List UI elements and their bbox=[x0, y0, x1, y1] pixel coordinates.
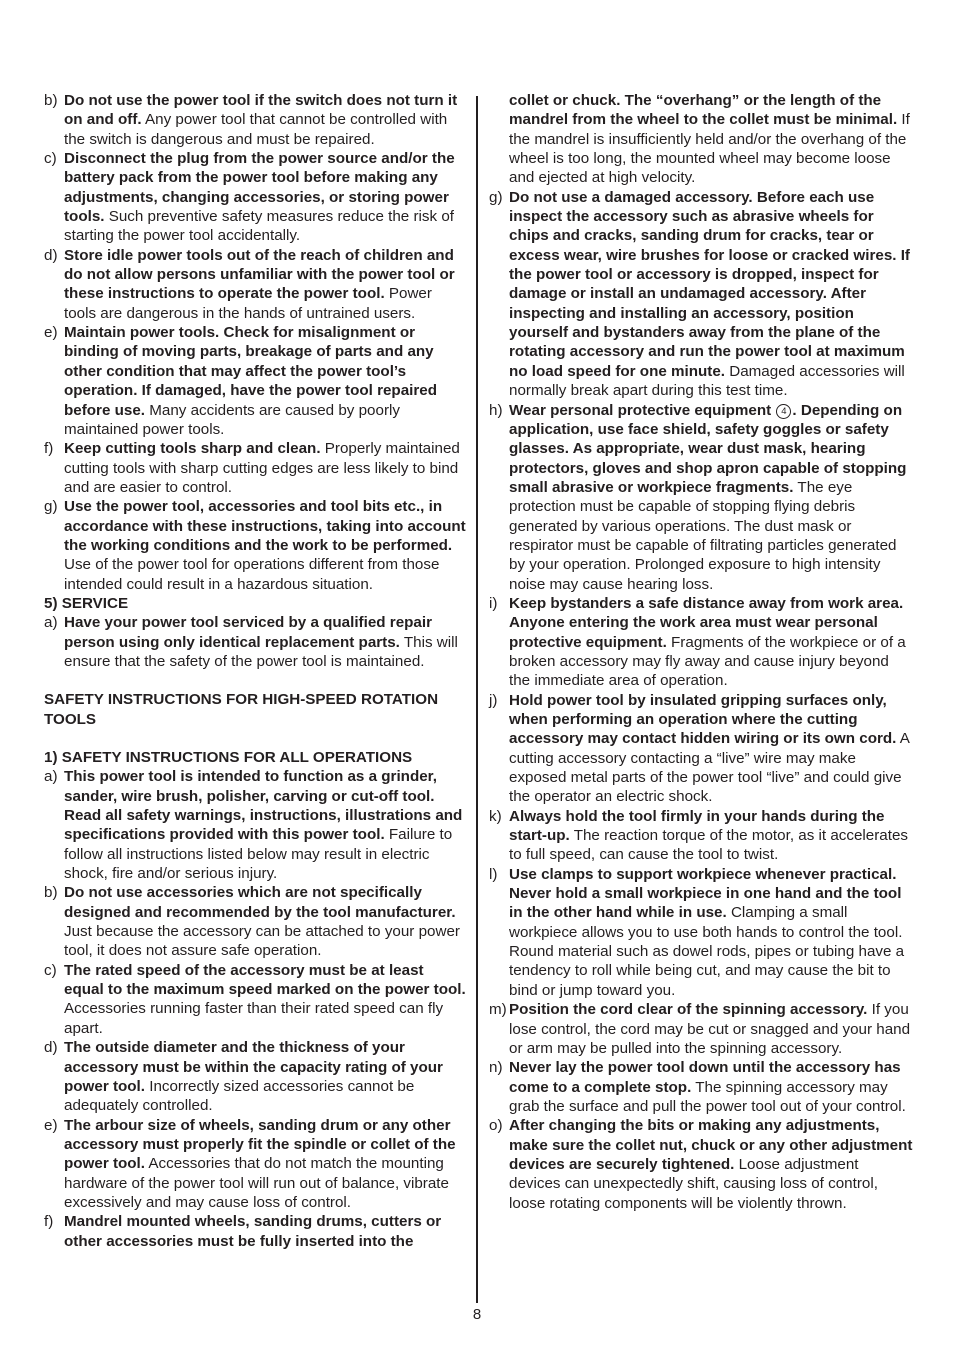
item-label: o) bbox=[489, 1117, 503, 1135]
spacer bbox=[44, 729, 467, 748]
right-column bbox=[489, 91, 913, 1213]
item-explanation: Fragments of the workpiece or of a broken accessory may fly away and cause injury beyond the immediate area of operation. bbox=[509, 633, 906, 690]
item-warning: Disconnect the plug from the power source and/or the battery pack from the power tool before making any adjustments, changing accessories, or storing power tools. bbox=[64, 150, 455, 226]
item-explanation: The reaction torque of the motor, as it accelerates to full speed, can cause the tool to twist. bbox=[509, 827, 908, 864]
item-warning: After changing the bits or making any adjustments, make sure the collet nut, chuck or any other adjustment devices are securely tightened. bbox=[509, 1117, 913, 1173]
list-item-ops-g bbox=[489, 188, 913, 401]
item-warning: The rated speed of the accessory must be at least equal to the maximum speed marked on the power tool. bbox=[64, 961, 466, 999]
list-item-ops-d bbox=[44, 1038, 467, 1115]
item-label: f) bbox=[44, 440, 54, 458]
item-explanation: Use of the power tool for operations different from those intended could result in a hazardous situation. bbox=[64, 556, 440, 593]
item-warning-continued: . Depending on application, use face shield, safety goggles or safety glasses. As appropriate, wear dust mask, hearing protectors, gloves and shop apron capable of stopping small abrasive or workpiece fragments. bbox=[509, 401, 907, 496]
item-explanation: Properly maintained cutting tools with sharp cutting edges are less likely to bind and are easier to control. bbox=[64, 440, 460, 496]
item-warning: Do not use the power tool if the switch does not turn it on and off. bbox=[64, 92, 458, 129]
list-item-ops-c bbox=[44, 961, 467, 1038]
operations-heading: 1) SAFETY INSTRUCTIONS FOR ALL OPERATIONS bbox=[44, 749, 413, 766]
item-warning: Have your power tool serviced by a qualified repair person using only identical replacement parts. bbox=[64, 614, 432, 651]
left-column bbox=[44, 91, 467, 1251]
item-warning: Keep bystanders a safe distance away from work area. Anyone entering the work area must wear personal protective equipment. bbox=[509, 594, 904, 651]
item-warning: Use the power tool, accessories and tool bits etc., in accordance with these instructions, taking into account the working conditions and the work to be performed. bbox=[64, 498, 466, 554]
item-label: i) bbox=[489, 594, 498, 612]
item-label: f) bbox=[44, 1213, 54, 1231]
item-warning: Hold power tool by insulated gripping surfaces only, when performing an operation where the cutting accessory may contact hidden wiring or its own cord. bbox=[509, 691, 897, 748]
list-item-b bbox=[44, 91, 467, 149]
item-warning: The arbour size of wheels, sanding drum or any other accessory must properly fit the spindle or collet of the power tool. bbox=[64, 1116, 456, 1173]
list-item-ops-j bbox=[489, 691, 913, 807]
item-label: d) bbox=[44, 246, 58, 264]
item-warning: collet or chuck. The “overhang” or the length of the mandrel from the wheel to the collet must be minimal. bbox=[509, 92, 898, 129]
list-item-d bbox=[44, 246, 467, 323]
item-label: k) bbox=[489, 807, 502, 825]
item-explanation: Failure to follow all instructions listed below may result in electric shock, fire and/or serious injury. bbox=[64, 826, 453, 883]
item-label: a) bbox=[44, 614, 58, 632]
list-item-ops-k bbox=[489, 807, 913, 865]
item-warning: Store idle power tools out of the reach of children and do not allow persons unfamiliar with the power tool or these instructions to operate the power tool. bbox=[64, 246, 455, 303]
item-label: m) bbox=[489, 1001, 507, 1019]
item-label: a) bbox=[44, 768, 58, 786]
item-warning: Mandrel mounted wheels, sanding drums, cutters or other accessories must be fully inserted into the bbox=[64, 1213, 442, 1250]
list-item-ops-m bbox=[489, 1000, 913, 1058]
item-explanation: The eye protection must be capable of stopping flying debris generated by various operations. The dust mask or respirator must be capable of filtrating particles generated by your operation. Prolonged exposure to high intensity noise may cause hearing loss. bbox=[509, 478, 897, 593]
list-item-c bbox=[44, 149, 467, 246]
item-explanation: Just because the accessory can be attached to your power tool, it does not assure safe operation. bbox=[64, 923, 460, 960]
item-explanation: Such preventive safety measures reduce the risk of starting the power tool accidentally. bbox=[64, 208, 454, 245]
item-warning: This power tool is intended to function as a grinder, sander, wire brush, polisher, carving or cut-off tool. Read all safety warnings, instructions, illustrations and specifications provided with this power tool. bbox=[64, 768, 463, 844]
item-warning: Do not use a damaged accessory. Before each use inspect the accessory such as abrasive wheels for chips and cracks, sanding drum for cracks, tear or excess wear, wire brushes for loose or cracked wires. If the power tool or accessory is dropped, inspect for damage or install an undamaged accessory. After inspecting and installing an accessory, position yourself and bystanders away from the plane of the rotating accessory and run the power tool at maximum no load speed for one minute. bbox=[509, 188, 910, 380]
item-warning: Wear personal protective equipment bbox=[509, 401, 776, 419]
list-item-ops-o bbox=[489, 1116, 913, 1213]
item-explanation: This will ensure that the safety of the power tool is maintained. bbox=[64, 633, 458, 670]
list-item-ops-n bbox=[489, 1058, 913, 1116]
item-explanation: Clamping a small workpiece allows you to use both hands to control the tool. Round material such as dowel rods, pipes or tubing have a tendency to roll while being cut, and may cause the bit to bind or jump toward you. bbox=[509, 904, 905, 999]
item-label: g) bbox=[489, 188, 503, 206]
list-item-ops-a bbox=[44, 767, 467, 883]
list-item-f bbox=[44, 439, 467, 497]
service-heading: 5) SERVICE bbox=[44, 594, 129, 612]
list-item-ops-i bbox=[489, 594, 913, 691]
item-label: b) bbox=[44, 92, 58, 109]
item-explanation: Loose adjustment devices can unexpectedly shift, causing loss of control, loose rotating components will be violently thrown. bbox=[509, 1155, 878, 1212]
item-label: c) bbox=[44, 961, 57, 979]
figure-reference-icon: 4 bbox=[776, 404, 791, 419]
item-label: h) bbox=[489, 401, 503, 419]
item-warning: Always hold the tool firmly in your hands during the start-up. bbox=[509, 807, 885, 845]
item-explanation: Power tools are dangerous in the hands of untrained users. bbox=[64, 285, 432, 322]
item-label: n) bbox=[489, 1059, 503, 1077]
list-item-g bbox=[44, 497, 467, 594]
item-label: e) bbox=[44, 1116, 58, 1134]
item-label: b) bbox=[44, 884, 58, 902]
item-explanation: Accessories that do not match the mounting hardware of the power tool will run out of balance, vibrate excessively and may cause loss of control. bbox=[64, 1155, 449, 1211]
list-item-ops-b bbox=[44, 883, 467, 960]
item-label: l) bbox=[489, 865, 498, 883]
section-heading: SAFETY INSTRUCTIONS FOR HIGH-SPEED ROTATION TOOLS bbox=[44, 691, 439, 728]
item-explanation: Damaged accessories will normally break apart during this test time. bbox=[509, 362, 905, 400]
list-item-ops-l bbox=[489, 865, 913, 1000]
item-warning: Position the cord clear of the spinning accessory. bbox=[509, 1001, 868, 1019]
item-explanation: The spinning accessory may grab the surface and pull the power tool out of your control. bbox=[509, 1078, 906, 1115]
list-item-ops-f bbox=[44, 1212, 467, 1251]
list-item-ops-e bbox=[44, 1116, 467, 1213]
item-label: d) bbox=[44, 1039, 58, 1057]
item-label: g) bbox=[44, 498, 58, 516]
item-warning: Never lay the power tool down until the accessory has come to a complete stop. bbox=[509, 1059, 901, 1096]
item-warning: Maintain power tools. Check for misalignment or binding of moving parts, breakage of parts and any other condition that may affect the power tool’s operation. If damaged, have the power tool repaired before use. bbox=[64, 324, 438, 419]
item-warning: Use clamps to support workpiece whenever practical. Never hold a small workpiece in one hand and the tool in the other hand while in use. bbox=[509, 865, 902, 922]
list-item-service-a bbox=[44, 613, 467, 671]
item-label: c) bbox=[44, 150, 57, 168]
item-explanation: A cutting accessory contacting a “live” wire may make exposed metal parts of the power tool “live” and could give the operator an electric shock. bbox=[509, 730, 910, 806]
item-label: e) bbox=[44, 324, 58, 342]
item-explanation: If the mandrel is insufficiently held and/or the overhang of the wheel is too long, the mounted wheel may become loose and ejected at high velocity. bbox=[509, 111, 910, 187]
page-number: 8 bbox=[472, 1306, 482, 1323]
item-explanation: Incorrectly sized accessories cannot be adequately controlled. bbox=[64, 1077, 415, 1115]
item-label: j) bbox=[489, 691, 498, 709]
list-item-ops-h bbox=[489, 401, 913, 594]
spacer bbox=[44, 671, 467, 690]
column-divider bbox=[476, 96, 478, 1303]
item-explanation: Any power tool that cannot be controlled with the switch is dangerous and must be repaired. bbox=[64, 111, 448, 148]
item-explanation: If you lose control, the cord may be cut or snagged and your hand or arm may be pulled into the spinning accessory. bbox=[509, 1001, 911, 1057]
list-item-ops-f-continued bbox=[489, 91, 913, 188]
item-explanation: Accessories running faster than their rated speed can fly apart. bbox=[64, 1000, 444, 1037]
item-warning: The outside diameter and the thickness of your accessory must be within the capacity rating of your power tool. bbox=[64, 1039, 443, 1095]
item-warning: Do not use accessories which are not specifically designed and recommended by the tool manufacturer. bbox=[64, 884, 456, 921]
item-explanation: Many accidents are caused by poorly maintained power tools. bbox=[64, 401, 400, 438]
item-warning: Keep cutting tools sharp and clean. bbox=[64, 440, 321, 458]
list-item-e bbox=[44, 323, 467, 439]
